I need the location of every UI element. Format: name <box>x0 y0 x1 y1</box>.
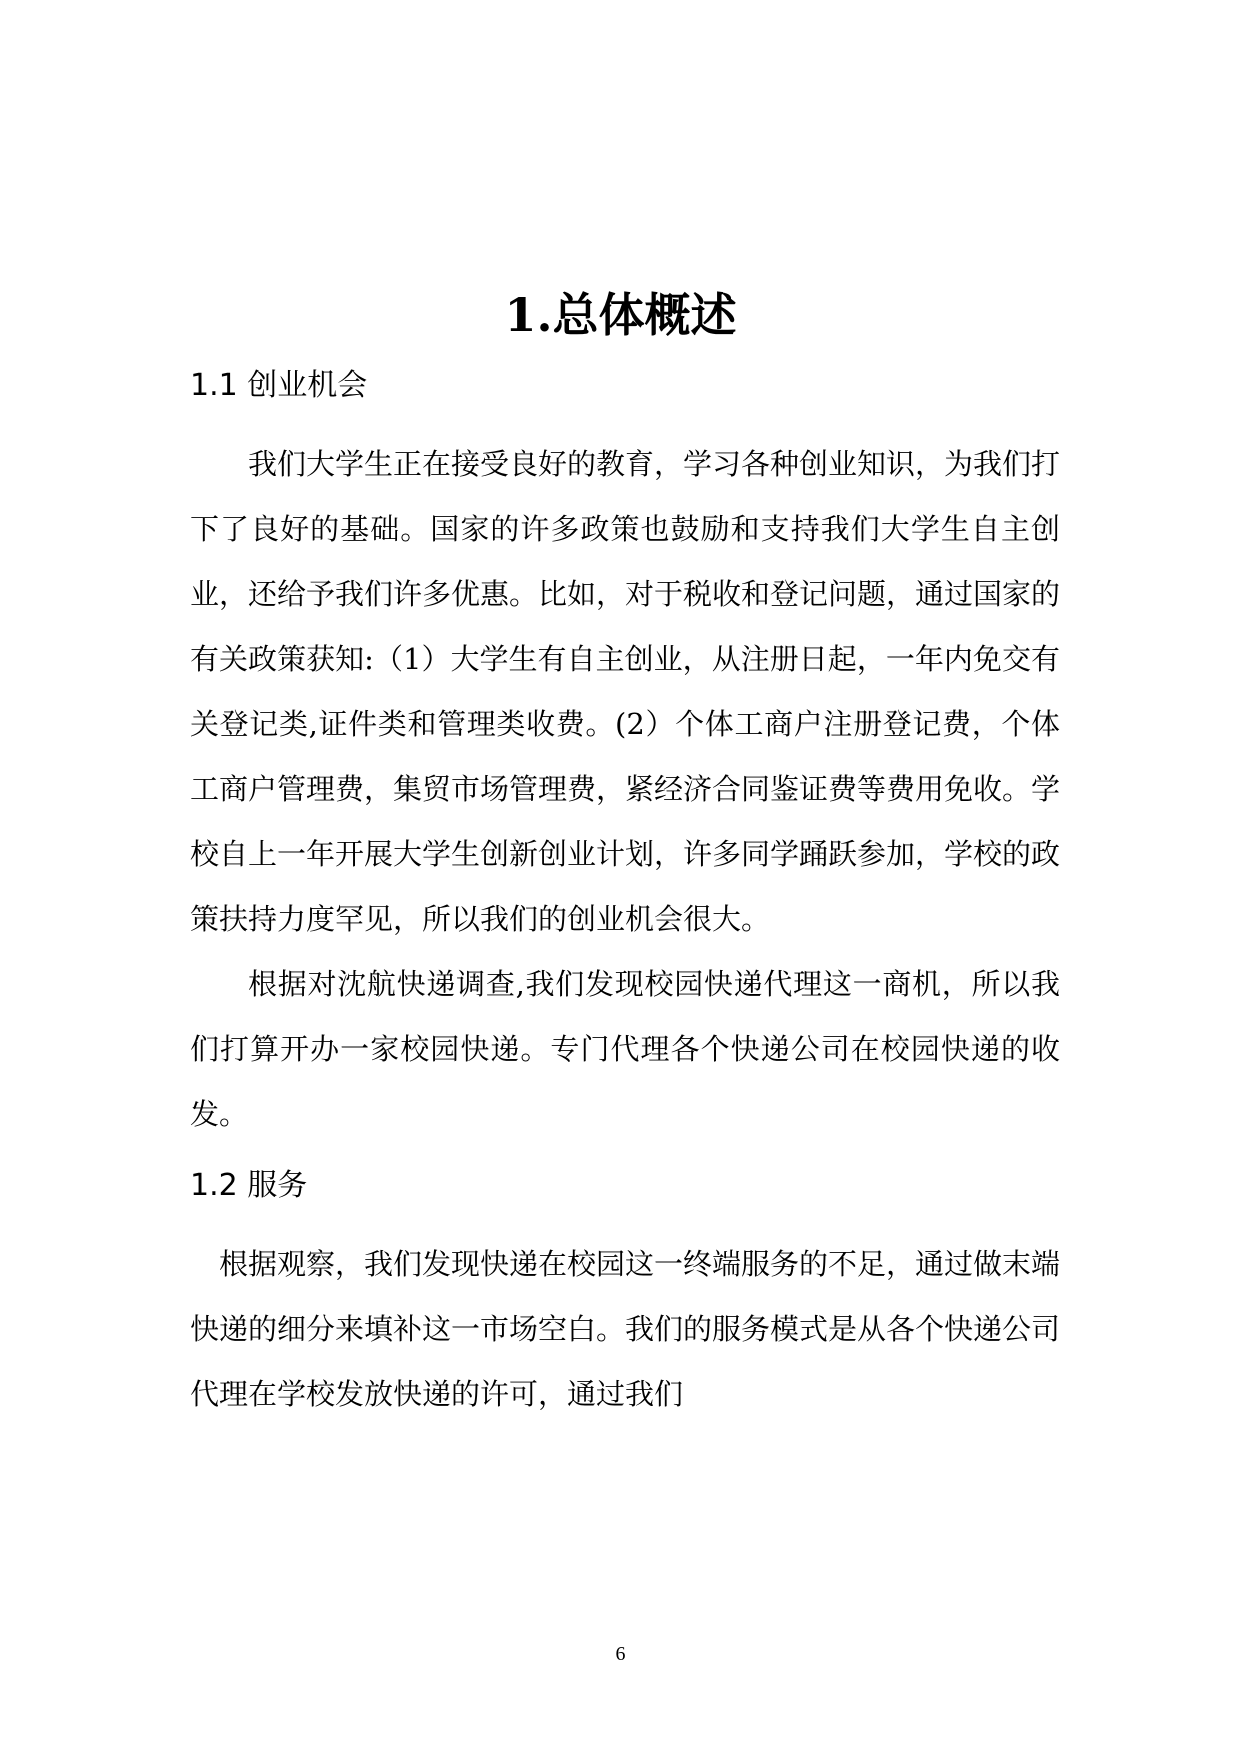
section-1-2-body <box>190 1232 1060 1427</box>
section-heading-1-1: 1.1 创业机会 <box>190 368 368 403</box>
paragraph-service-model: 根据观察，我们发现快递在校园这一终端服务的不足，通过做末端快递的细分来填补这一市场空白。我们的服务模式是从各个快递公司代理在学校发放快递的许可，通过我们 <box>190 1247 1061 1411</box>
chapter-title: 1.总体概述 <box>504 288 737 342</box>
section-1-1-body <box>190 432 1060 1147</box>
paragraph-entrepreneurship-opportunity: 我们大学生正在接受良好的教育，学习各种创业知识，为我们打下了良好的基础。国家的许多政策也鼓励和支持我们大学生自主创业，还给予我们许多优惠。比如，对于税收和登记问题，通过国家的有关政策获知:（1）大学生有自主创业，从注册日起，一年内免交有关登记类,证件类和管理类收费。(2）个体工商户注册登记费，个体工商户管理费，集贸市场管理费，紧经济合同鉴证费等费用免收。学校自上一年开展大学生创新创业计划，许多同学踊跃参加，学校的政策扶持力度罕见，所以我们的创业机会很大。 <box>190 447 1061 936</box>
paragraph-campus-express-idea: 根据对沈航快递调查,我们发现校园快递代理这一商机，所以我们打算开办一家校园快递。专门代理各个快递公司在校园快递的收发。 <box>190 967 1060 1131</box>
section-heading-1-2: 1.2 服务 <box>190 1168 308 1203</box>
page-number: 6 <box>615 1643 626 1665</box>
